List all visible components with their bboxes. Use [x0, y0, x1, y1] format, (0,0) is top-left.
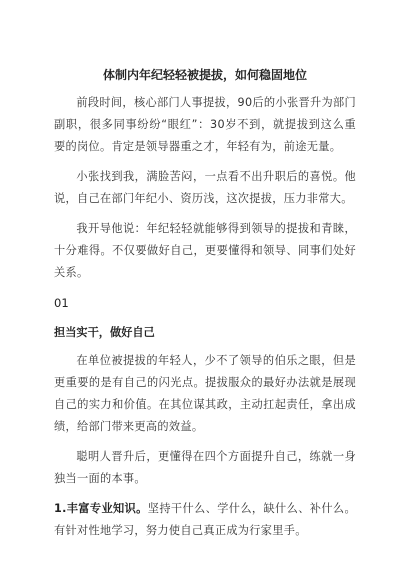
item-lead: 1.丰富专业知识。 [54, 502, 148, 515]
numbered-item [54, 498, 356, 542]
body-paragraph: 聪明人晋升后，更懂得在四个方面提升自己，练就一身独当一面的本事。 [54, 450, 356, 485]
item-text: 坚持干什么、学什么，缺什么、补什么。有针对性地学习，努力使自己真正成为行家里手。 [54, 502, 356, 537]
article-title: 体制内年纪轻轻被提拔，如何稳固地位 [102, 68, 307, 82]
section-heading: 担当实干，做好自己 [54, 326, 155, 339]
body-paragraph: 在单位被提拔的年轻人，少不了领导的伯乐之眼，但是更重要的是有自己的闪光点。提拔服众的最好办法就是展现自己的实力和价值。在其位谋其政，主动扛起责任，拿出成绩，给部门带来更高的效益。 [54, 354, 356, 433]
section-number: 01 [54, 296, 69, 310]
body-paragraph: 我开导他说：年纪轻轻就能够得到领导的提拔和青睐，十分难得。不仅要做好自己，更要懂得和领导、同事们处好关系。 [54, 222, 356, 279]
body-paragraph: 前段时间，核心部门人事提拔，90后的小张晋升为部门副职，很多同事纷纷“眼红”：30岁不到，就提拔到这么重要的岗位。肯定是领导器重之才，年轻有为，前途无量。 [54, 96, 356, 153]
body-paragraph: 小张找到我，满脸苦闷，一点看不出升职后的喜悦。他说，自己在部门年纪小、资历浅，这次提拔，压力非常大。 [54, 170, 356, 205]
